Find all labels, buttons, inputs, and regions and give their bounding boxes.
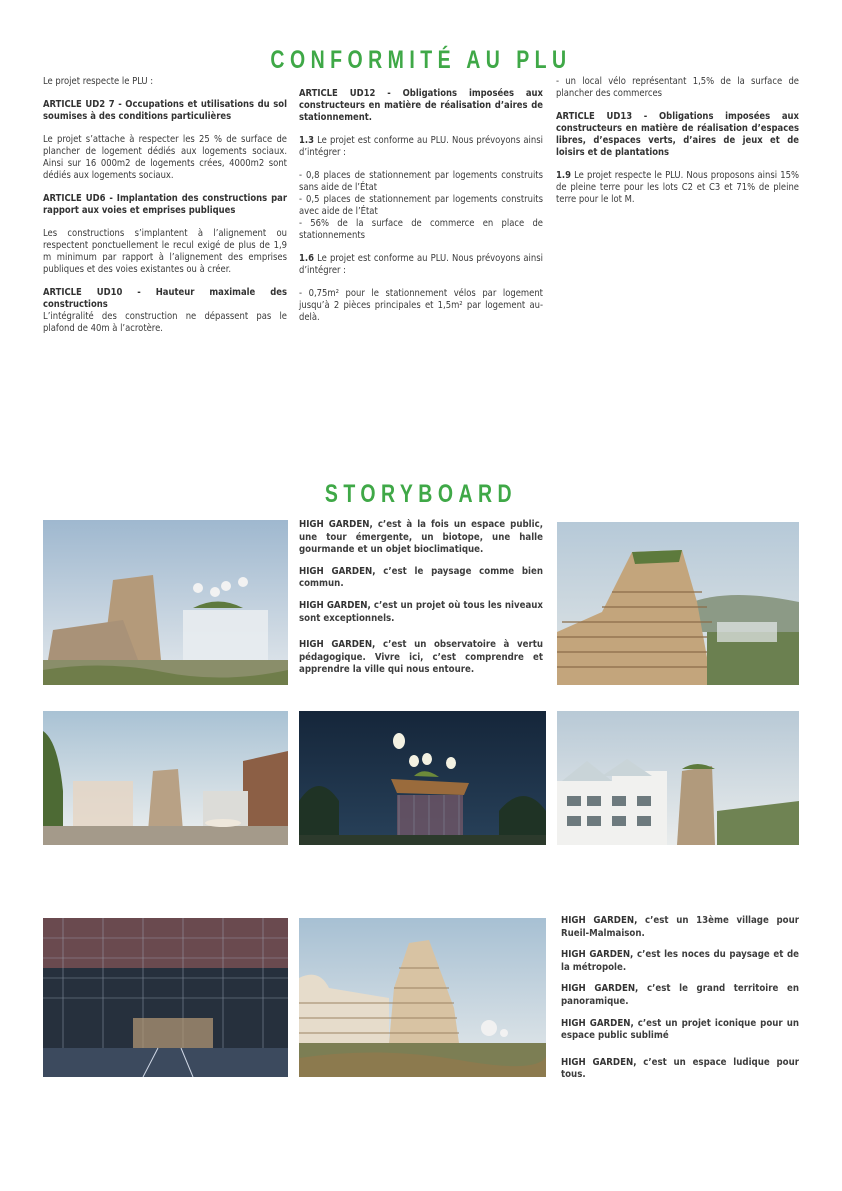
paragraph-1-9-text: Le projet respecte le PLU. Nous proposons ainsi 15% de pleine terre pour les lots C2 et C3 et 71% de pleine terre pour le lot M.	[556, 170, 799, 205]
article-ud6-text: Les constructions s’implantent à l’alignement ou respectent ponctuellement le recul exigé de plus de 1,9 m minimum par rapport à l’alignement des emprises publiques et des voies existantes ou à créer.	[43, 228, 287, 275]
paragraph-1-9	[556, 170, 799, 206]
statement-text: c’est un projet où tous les niveaux sont exceptionnels.	[299, 599, 543, 624]
brand-name: HIGH GARDEN,	[299, 599, 371, 611]
statement-text: c’est un projet iconique pour un espace public sublimé	[561, 1017, 799, 1042]
story-statement	[299, 566, 543, 591]
brand-name: HIGH GARDEN,	[561, 949, 634, 961]
storyboard-text-2	[561, 915, 799, 1091]
rendering-terraced-garden	[299, 918, 546, 1077]
bike-parking-item: - 0,75m² pour le stationnement vélos par logement jusqu’à 2 pièces principales et 1,5m² par logement au-delà.	[299, 288, 543, 323]
plu-title: CONFORMITÉ AU PLU	[270, 46, 572, 74]
brand-name: HIGH GARDEN,	[299, 639, 376, 651]
parking-item: - 56% de la surface de commerce en place de stationnements	[299, 218, 543, 241]
article-ud2-heading: ARTICLE UD2 7 - Occupations et utilisations du sol soumises à des conditions particulières	[43, 99, 287, 122]
story-statement	[561, 949, 799, 974]
statement-text: c’est à la fois un espace public, une tour émergente, un biotope, une halle gourmande et un objet bioclimatique.	[299, 519, 543, 556]
rendering-night-pavilion	[299, 711, 546, 845]
story-statement	[299, 519, 543, 557]
plu-column-3	[556, 76, 799, 217]
statement-text: c’est les noces du paysage et de la métropole.	[561, 949, 799, 973]
brand-name: HIGH GARDEN,	[561, 915, 638, 926]
statement-text: c’est un observatoire à vertu pédagogique. Vivre ici, c’est comprendre et apprendre la ville qui nous entoure.	[299, 639, 543, 676]
brand-name: HIGH GARDEN,	[299, 565, 376, 577]
paragraph-1-3	[299, 135, 543, 159]
article-ud6-heading: ARTICLE UD6 - Implantation des constructions par rapport aux voies et emprises publiques	[43, 193, 287, 216]
rendering-plaza-day	[43, 520, 288, 685]
story-statement	[561, 983, 799, 1008]
paragraph-1-9-number: 1.9	[556, 170, 571, 181]
rendering-green-tower	[557, 522, 799, 685]
brand-name: HIGH GARDEN,	[299, 519, 373, 530]
article-ud12-heading: ARTICLE UD12 - Obligations imposées aux constructeurs en matière de réalisation d’aires de stationnement.	[299, 88, 543, 123]
plu-column-2	[299, 88, 543, 335]
article-ud10-text: L’intégralité des construction ne dépassent pas le plafond de 40m à l’acrotère.	[43, 311, 287, 334]
statement-text: c’est un espace ludique pour tous.	[561, 1056, 799, 1081]
statement-text: c’est un 13ème village pour Rueil-Malmaison.	[561, 915, 799, 939]
statement-text: c’est le grand territoire en panoramique.	[561, 983, 799, 1007]
brand-name: HIGH GARDEN,	[561, 983, 639, 995]
plu-column-1	[43, 76, 287, 346]
storyboard-text-1	[299, 519, 543, 686]
story-statement	[561, 915, 799, 940]
story-statement	[299, 639, 543, 677]
story-statement	[299, 600, 543, 625]
statement-text: c’est le paysage comme bien commun.	[299, 565, 543, 590]
rendering-rooftop-greenhouse	[557, 711, 799, 845]
paragraph-1-3-text: Le projet est conforme au PLU. Nous prévoyons ainsi d’intégrer :	[299, 135, 543, 158]
paragraph-1-6-text: Le projet est conforme au PLU. Nous prévoyons ainsi d’intégrer :	[299, 253, 543, 276]
parking-item: - 0,5 places de stationnement par logements construits avec aide de l’État	[299, 194, 543, 217]
story-statement	[561, 1018, 799, 1043]
article-ud2-text: Le projet s’attache à respecter les 25 % de surface de plancher de logement dédiés aux logements sociaux. Ainsi sur 16 000m2 de logements crées, 4000m2 sont dédiés aux logements sociaux.	[43, 134, 287, 181]
rendering-food-hall-interior	[43, 918, 288, 1077]
story-statement	[561, 1057, 799, 1082]
bike-room-item: - un local vélo représentant 1,5% de la surface de plancher des commerces	[556, 76, 799, 99]
plu-intro: Le projet respecte le PLU :	[43, 76, 154, 87]
paragraph-1-6	[299, 253, 543, 277]
storyboard-title: STORYBOARD	[324, 480, 518, 508]
paragraph-1-6-number: 1.6	[299, 253, 314, 264]
parking-item: - 0,8 places de stationnement par logements construits sans aide de l’État	[299, 170, 543, 193]
brand-name: HIGH GARDEN,	[561, 1056, 637, 1068]
article-ud10-heading: ARTICLE UD10 - Hauteur maximale des constructions	[43, 287, 287, 310]
rendering-street-terrace	[43, 711, 288, 845]
paragraph-1-3-number: 1.3	[299, 135, 314, 146]
brand-name: HIGH GARDEN,	[561, 1017, 634, 1029]
article-ud13-heading: ARTICLE UD13 - Obligations imposées aux constructeurs en matière de réalisation d’espaces libres, d’espaces verts, d’aires de jeux et de loisirs et de plantations	[556, 111, 799, 158]
